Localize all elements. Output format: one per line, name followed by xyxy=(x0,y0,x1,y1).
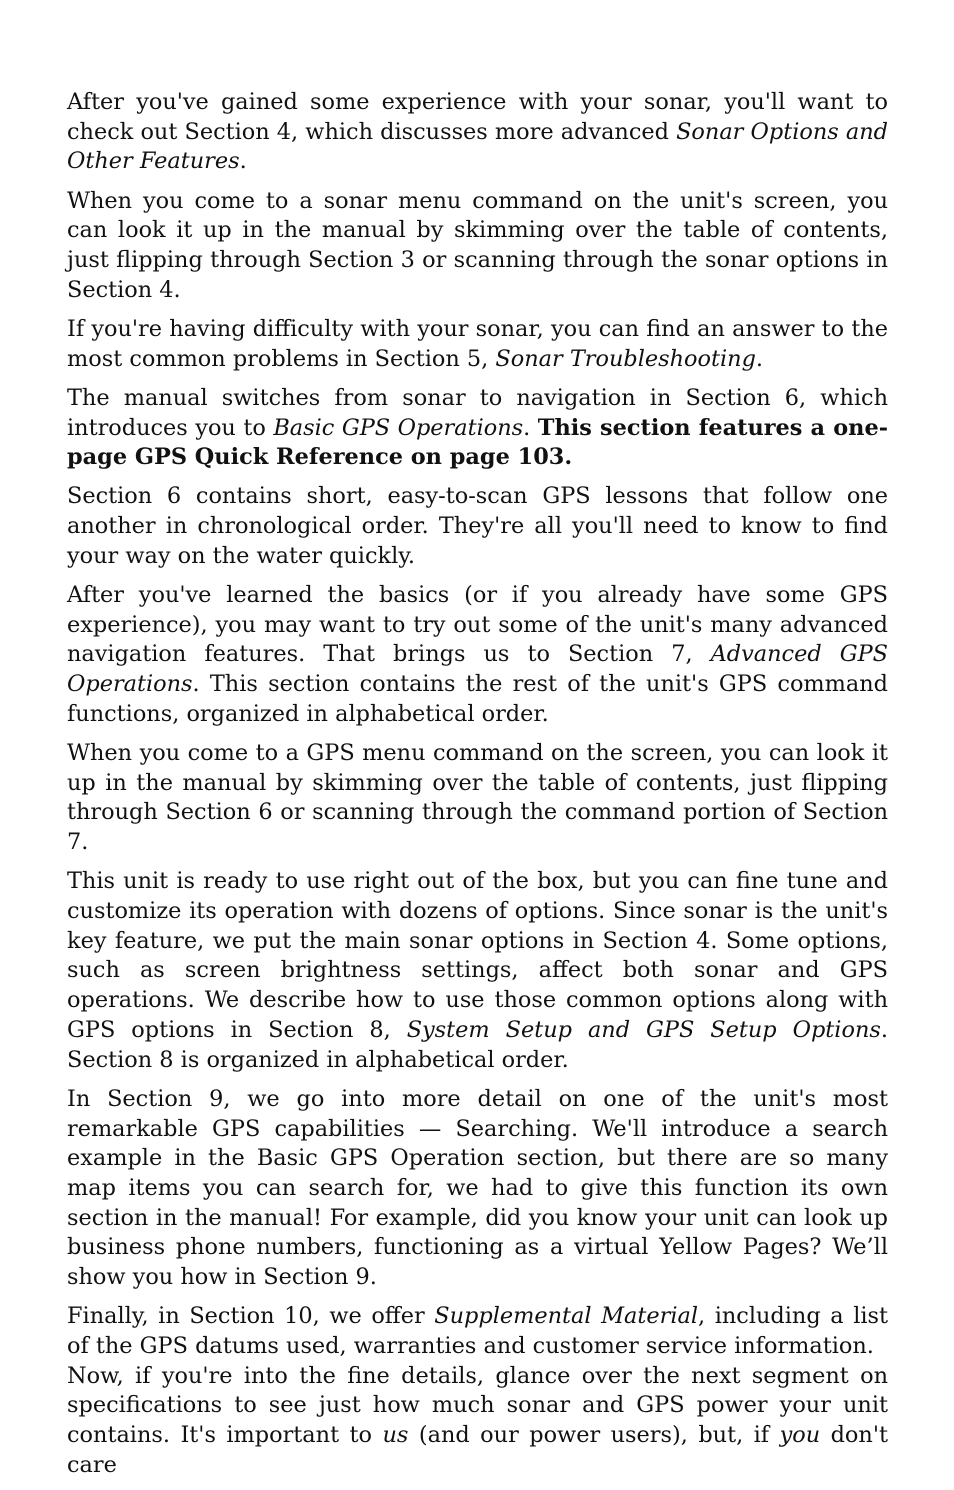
paragraph-searching xyxy=(67,1085,888,1293)
text-segment: . xyxy=(239,148,247,175)
text-segment: Finally, in Section 10, we offer xyxy=(67,1303,435,1330)
text-segment: If you're having difficulty with your sonar, you can find an answer to the most common problems in Section 5, xyxy=(67,315,888,372)
paragraph-system-setup xyxy=(67,867,888,1075)
text-segment-italic: System Setup and GPS Setup Options xyxy=(406,1016,881,1043)
text-segment: . xyxy=(523,414,538,441)
text-segment: After you've learned the basics (or if you already have some GPS experience), you may want to try out some of the unit's many advanced navigation features. That brings us to Section 7, xyxy=(67,582,888,668)
text-segment: (and our power users), but, if xyxy=(408,1422,780,1449)
text-segment-italic: Advanced GPS Operations xyxy=(67,641,888,698)
text-segment: Section 6 contains short, easy-to-scan GPS lessons that follow one another in chronological order. They're all you'll need to know to find your way on the water quickly. xyxy=(67,483,888,569)
paragraph-navigation-switch xyxy=(67,384,888,473)
text-segment-italic: Supplemental Material xyxy=(434,1303,699,1330)
paragraph-gps-menu-lookup xyxy=(67,739,888,858)
text-segment: . This section contains the rest of the unit's GPS command functions, organized in alphabetical order. xyxy=(67,671,888,727)
text-segment: In Section 9, we go into more detail on one of the unit's most remarkable GPS capabilities — Searching. We'll introduce a search example in the Basic GPS Operation section, but there are so many map items you can search for, we had to give this function its own section in the manual! For example, did you know your unit can look up business phone numbers, functioning as a virtual Yellow Pages? We’ll show you how in Section 9. xyxy=(67,1085,888,1291)
text-segment-italic: you xyxy=(779,1422,821,1449)
text-segment: don't care xyxy=(67,1422,888,1478)
text-segment: . Section 8 is organized in alphabetical order. xyxy=(67,1016,888,1073)
text-segment: . xyxy=(755,345,764,372)
paragraph-supplemental-material xyxy=(67,1302,888,1361)
text-segment: The manual switches from sonar to navigation in Section 6, which introduces you to xyxy=(67,384,888,441)
text-segment: After you've gained some experience with your sonar, you'll want to check out Section 4, which discusses more advanced xyxy=(67,89,888,145)
text-segment: Now, if you're into the fine details, glance over the next segment on specifications to see just how much sonar and GPS power your unit contains. It's important to xyxy=(67,1362,888,1449)
page-body xyxy=(67,88,888,1490)
paragraph-sonar-menu-lookup xyxy=(67,187,888,306)
paragraph-specifications xyxy=(67,1362,888,1481)
text-segment: When you come to a GPS menu command on the screen, you can look it up in the manual by skimming over the table of contents, just flipping through Section 6 or scanning through the command portion of Section 7. xyxy=(67,740,888,856)
paragraph-sonar-options-intro xyxy=(67,88,888,177)
text-segment-italic: Basic GPS Operations xyxy=(273,414,524,441)
text-segment: , including a list of the GPS datums used, warranties and customer service information. xyxy=(67,1303,889,1359)
paragraph-sonar-troubleshooting xyxy=(67,315,888,374)
text-segment-italic: Sonar Troubleshooting xyxy=(495,345,756,372)
text-segment-bold: This section features a one-page GPS Quick Reference on page 103. xyxy=(67,414,888,471)
text-segment: When you come to a sonar menu command on the unit's screen, you can look it up in the manual by skimming over the table of contents, just flipping through Section 3 or scanning through the sonar options in Section 4. xyxy=(67,187,888,303)
text-segment: This unit is ready to use right out of the box, but you can fine tune and customize its operation with dozens of options. Since sonar is the unit's key feature, we put the main sonar options in Section 4. Some options, such as screen brightness settings, affect both sonar and GPS operations. We describe how to use those common options along with GPS options in Section 8, xyxy=(67,868,888,1043)
paragraph-gps-lessons xyxy=(67,482,888,571)
paragraph-advanced-gps xyxy=(67,581,888,730)
text-segment-italic: us xyxy=(382,1422,409,1449)
text-segment-italic: Sonar Options and Other Features xyxy=(67,118,888,175)
